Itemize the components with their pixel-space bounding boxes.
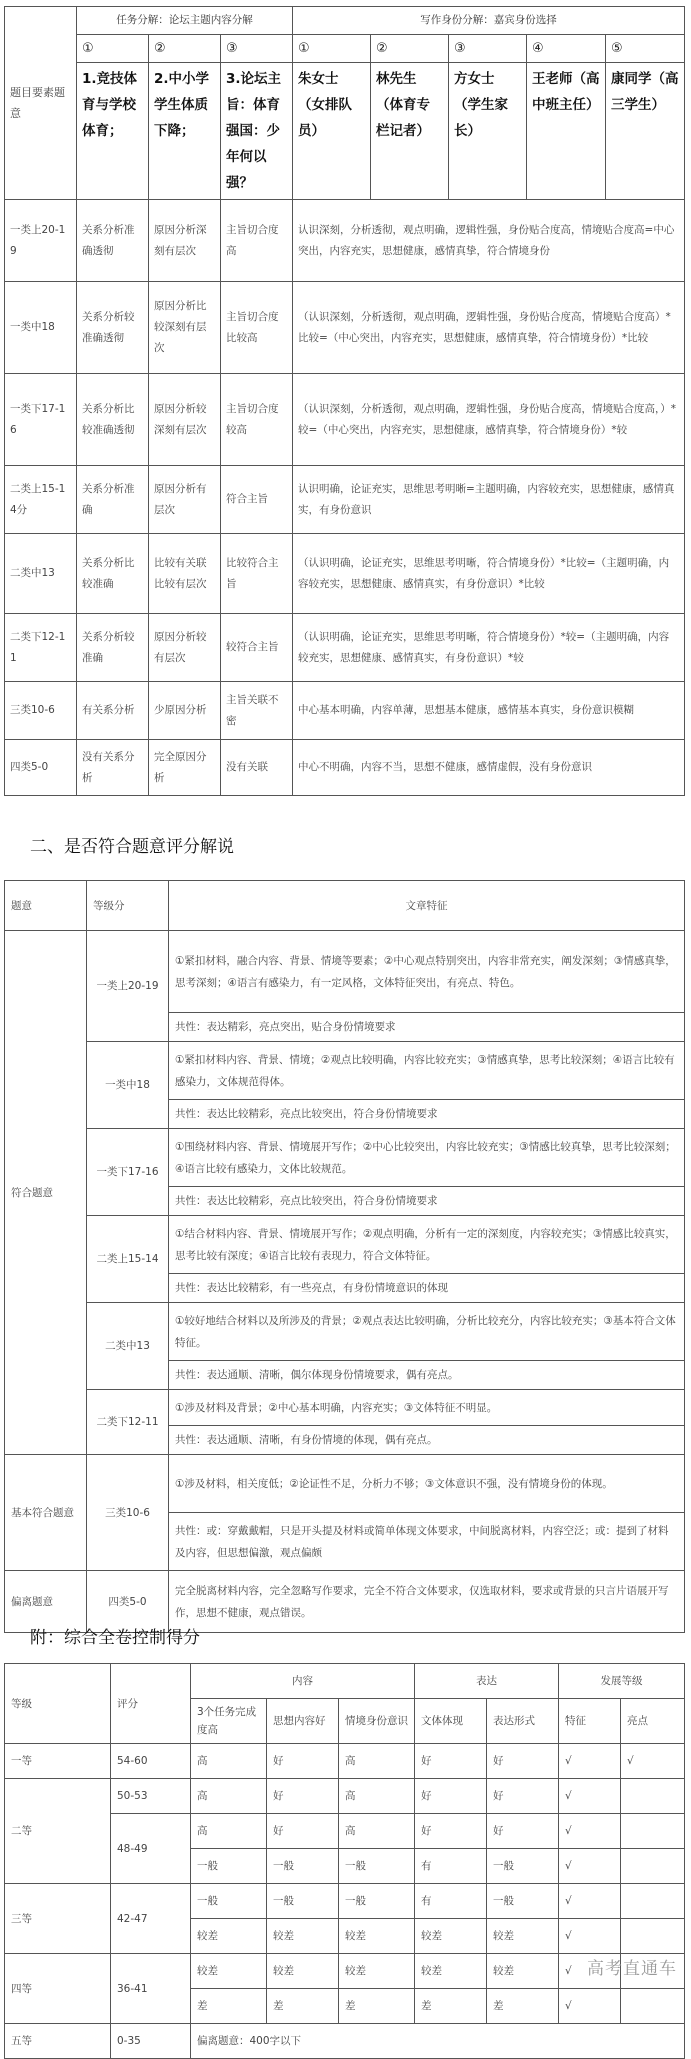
- feature-cell: （认识深刻，分析透彻，观点明确，逻辑性强，身份贴合度高，情境贴合度高）*比较=（中心突出，内容充实，思想健康，感情真挚，符合情境身份）*比较: [293, 282, 685, 374]
- desc-cell: ①围绕材料内容、背景、情境展开写作；②中心比较突出，内容比较充实；③情感比较真挚，思考比较深刻；④语言比较有感染力，文体比较规范。: [169, 1129, 685, 1187]
- value-cell: 较差: [487, 1954, 559, 1989]
- header-cell: 等级分: [87, 881, 169, 931]
- theme-cell: 比较符合主旨: [221, 534, 293, 614]
- topic-num: ①: [77, 35, 149, 63]
- check-cell: √: [559, 1884, 621, 1919]
- check-cell: √: [559, 1814, 621, 1849]
- value-cell: 高: [339, 1779, 415, 1814]
- sub-header: 特征: [559, 1699, 621, 1744]
- theme-cell: 符合主旨: [221, 466, 293, 534]
- check-cell: √: [559, 1744, 621, 1779]
- check-cell: √: [621, 1744, 685, 1779]
- check-cell: [621, 1779, 685, 1814]
- desc-cell: ①紧扣材料内容、背景、情境；②观点比较明确，内容比较充实；③情感真挚，思考比较深刻；④语言比较有感染力，文体规范得体。: [169, 1042, 685, 1100]
- value-cell: 较差: [339, 1954, 415, 1989]
- check-cell: √: [559, 1779, 621, 1814]
- desc-cell: 完全脱离材料内容，完全忽略写作要求，完全不符合文体要求，仅选取材料，要求或背景的只言片语展开写作，思想不健康，观点错误。: [169, 1571, 685, 1633]
- table-row: [5, 682, 685, 740]
- check-cell: [621, 1919, 685, 1954]
- feature-cell: （认识深刻，分析透彻，观点明确，逻辑性强，身份贴合度高，情境贴合度高，）*较=（中心突出，内容充实，思想健康，感情真挚，符合情境身份）*较: [293, 374, 685, 466]
- table-row: [5, 374, 685, 466]
- grade-cell: 二类下12-11: [87, 1390, 169, 1455]
- value-cell: 好: [487, 1814, 559, 1849]
- value-cell: 一般: [191, 1849, 267, 1884]
- scoring-table-2: [4, 880, 685, 1633]
- relation-cell: 关系分析较准确: [77, 614, 149, 682]
- sub-header: 亮点: [621, 1699, 685, 1744]
- value-cell: 好: [487, 1779, 559, 1814]
- table-row: [5, 1884, 685, 1919]
- value-cell: 高: [191, 1779, 267, 1814]
- level-cell: 四等: [5, 1954, 111, 2024]
- section-3-title: 附：综合全卷控制得分: [30, 1628, 200, 1648]
- common-cell: 共性：或：穿戴戴帽，只是开头提及材料或简单体现文体要求，中间脱离材料，内容空泛；或：提到了材料及内容，但思想偏激，观点偏颇: [169, 1513, 685, 1571]
- value-cell: 高: [191, 1744, 267, 1779]
- sub-header: 3个任务完成度高: [191, 1699, 267, 1744]
- feature-cell: （认识明确，论证充实，思维思考明晰，符合情境身份）*比较=（主题明确，内容较充实，思想健康、感情真实，有身份意识）*比较: [293, 534, 685, 614]
- sub-header: 文体体现: [415, 1699, 487, 1744]
- grade-cell: 一类上20-19: [5, 200, 77, 282]
- value-cell: 好: [415, 1744, 487, 1779]
- task-header: 任务分解：论坛主题内容分解: [77, 7, 293, 35]
- feature-cell: 中心不明确，内容不当，思想不健康，感情虚假，没有身份意识: [293, 740, 685, 796]
- desc-cell: ①涉及材料及背景；②中心基本明确，内容充实；③文体特征不明显。: [169, 1390, 685, 1426]
- feature-cell: 中心基本明确，内容单薄，思想基本健康，感情基本真实，身份意识模糊: [293, 682, 685, 740]
- grade-cell: 一类上20-19: [87, 931, 169, 1042]
- value-cell: 一般: [487, 1884, 559, 1919]
- guest-num: ③: [449, 35, 527, 63]
- scoring-table-1: [4, 6, 685, 796]
- row-label-cell: 题目要素题意: [5, 7, 77, 200]
- identity-header: 写作身份分解：嘉宾身份选择: [293, 7, 685, 35]
- score-header: 评分: [111, 1664, 191, 1744]
- theme-cell: 主旨切合度较高: [221, 374, 293, 466]
- reason-cell: 原因分析有层次: [149, 466, 221, 534]
- grade-cell: 三类10-6: [5, 682, 77, 740]
- value-cell: 一般: [339, 1884, 415, 1919]
- value-cell: 较差: [339, 1919, 415, 1954]
- grade-cell: 三类10-6: [87, 1455, 169, 1571]
- check-cell: [621, 1989, 685, 2024]
- common-cell: 共性：表达通顺、清晰，偶尔体现身份情境要求，偶有亮点。: [169, 1361, 685, 1390]
- score-cell: 50-53: [111, 1779, 191, 1814]
- grade-cell: 二类中13: [87, 1303, 169, 1390]
- value-cell: 较差: [415, 1954, 487, 1989]
- value-cell: 好: [267, 1814, 339, 1849]
- reason-cell: 原因分析深刻有层次: [149, 200, 221, 282]
- guest-num: ①: [293, 35, 371, 63]
- value-cell: 一般: [339, 1849, 415, 1884]
- header-cell: 文章特征: [169, 881, 685, 931]
- relation-cell: 没有关系分析: [77, 740, 149, 796]
- grade-cell: 一类下17-16: [87, 1129, 169, 1216]
- feature-cell: 认识深刻，分析透彻，观点明确，逻辑性强，身份贴合度高，情境贴合度高=中心突出，内容充实，思想健康，感情真挚，符合情境身份: [293, 200, 685, 282]
- theme-cell: 主旨切合度高: [221, 200, 293, 282]
- check-cell: [621, 1814, 685, 1849]
- value-cell: 一般: [191, 1884, 267, 1919]
- desc-cell: ①涉及材料，相关度低；②论证性不足，分析力不够；③文体意识不强，没有情境身份的体现。: [169, 1455, 685, 1513]
- value-cell: 一般: [267, 1884, 339, 1919]
- grade-cell: 一类中18: [5, 282, 77, 374]
- grade-cell: 一类下17-16: [5, 374, 77, 466]
- topic-num: ③: [221, 35, 293, 63]
- table-row: [5, 740, 685, 796]
- value-cell: 差: [267, 1989, 339, 2024]
- value-cell: 差: [191, 1989, 267, 2024]
- theme-cell: 较符合主旨: [221, 614, 293, 682]
- table-row: [5, 282, 685, 374]
- reason-cell: 原因分析比较深刻有层次: [149, 282, 221, 374]
- value-cell: 较差: [267, 1954, 339, 1989]
- section-2-title: 二、是否符合题意评分解说: [30, 837, 234, 857]
- value-cell: 较差: [191, 1919, 267, 1954]
- table-row: [5, 1954, 685, 1989]
- relation-cell: 关系分析比较准确: [77, 534, 149, 614]
- value-cell: 有: [415, 1884, 487, 1919]
- common-cell: 共性：表达精彩，亮点突出，贴合身份情境要求: [169, 1013, 685, 1042]
- grade-cell: 二类上15-14分: [5, 466, 77, 534]
- table-row: [5, 1744, 685, 1779]
- guest-num: ④: [527, 35, 606, 63]
- score-cell: 36-41: [111, 1954, 191, 2024]
- grade-cell: 二类上15-14: [87, 1216, 169, 1303]
- check-cell: √: [559, 1954, 621, 1989]
- expression-header: 表达: [415, 1664, 559, 1699]
- group-basic-cell: 基本符合题意: [5, 1455, 87, 1571]
- value-cell: 高: [191, 1814, 267, 1849]
- topic-num: ②: [149, 35, 221, 63]
- level-cell: 二等: [5, 1779, 111, 1884]
- topic-cell: 1.竞技体育与学校体育；: [77, 63, 149, 200]
- group-fit-cell: 符合题意: [5, 931, 87, 1455]
- feature-cell: 认识明确，论证充实，思维思考明晰=主题明确，内容较充实，思想健康，感情真实，有身份意识: [293, 466, 685, 534]
- desc-cell: ①紧扣材料，融合内容、背景、情境等要素；②中心观点特别突出，内容非常充实，阐发深刻；③情感真挚，思考深刻；④语言有感染力，有一定风格，文体特征突出，有亮点、特色。: [169, 931, 685, 1013]
- value-cell: 好: [415, 1779, 487, 1814]
- value-cell: 好: [267, 1779, 339, 1814]
- level-cell: 一等: [5, 1744, 111, 1779]
- relation-cell: 关系分析较准确透彻: [77, 282, 149, 374]
- topic-cell: 3.论坛主旨：体育强国：少年何以强？: [221, 63, 293, 200]
- header-cell: 题意: [5, 881, 87, 931]
- desc-cell: ①结合材料内容、背景、情境展开写作；②观点明确，分析有一定的深刻度，内容较充实；③情感比较真实，思考比较有深度；④语言比较有表现力，符合文体特征。: [169, 1216, 685, 1274]
- desc-cell: ①较好地结合材料以及所涉及的背景；②观点表达比较明确，分析比较充分，内容比较充实；③基本符合文体特征。: [169, 1303, 685, 1361]
- reason-cell: 原因分析较有层次: [149, 614, 221, 682]
- common-cell: 共性：表达比较精彩，亮点比较突出，符合身份情境要求: [169, 1100, 685, 1129]
- value-cell: 较差: [415, 1919, 487, 1954]
- reason-cell: 比较有关联比较有层次: [149, 534, 221, 614]
- reason-cell: 原因分析较深刻有层次: [149, 374, 221, 466]
- value-cell: 差: [415, 1989, 487, 2024]
- grade-cell: 二类下12-11: [5, 614, 77, 682]
- value-cell: 较差: [267, 1919, 339, 1954]
- value-cell: 高: [339, 1814, 415, 1849]
- relation-cell: 关系分析准确: [77, 466, 149, 534]
- develop-header: 发展等级: [559, 1664, 685, 1699]
- value-cell: 较差: [191, 1954, 267, 1989]
- guest-cell: 王老师（高中班主任）: [527, 63, 606, 200]
- off-topic-cell: 偏离题意：400字以下: [191, 2024, 685, 2059]
- value-cell: 一般: [267, 1849, 339, 1884]
- guest-cell: 方女士（学生家长）: [449, 63, 527, 200]
- table-row: [5, 614, 685, 682]
- table-row: [5, 466, 685, 534]
- content-header: 内容: [191, 1664, 415, 1699]
- common-cell: 共性：表达比较精彩，有一些亮点，有身份情境意识的体现: [169, 1274, 685, 1303]
- sub-header: 情境身份意识: [339, 1699, 415, 1744]
- relation-cell: 关系分析准确透彻: [77, 200, 149, 282]
- check-cell: √: [559, 1849, 621, 1884]
- sub-header: 思想内容好: [267, 1699, 339, 1744]
- check-cell: [621, 1884, 685, 1919]
- score-cell: 42-47: [111, 1884, 191, 1954]
- guest-num: ②: [371, 35, 449, 63]
- level-cell: 三等: [5, 1884, 111, 1954]
- theme-cell: 主旨切合度比较高: [221, 282, 293, 374]
- group-off-cell: 偏离题意: [5, 1571, 87, 1633]
- guest-num: ⑤: [606, 35, 685, 63]
- score-cell: 0-35: [111, 2024, 191, 2059]
- common-cell: 共性：表达比较精彩，亮点比较突出，符合身份情境要求: [169, 1187, 685, 1216]
- theme-cell: 主旨关联不密: [221, 682, 293, 740]
- grade-cell: 二类中13: [5, 534, 77, 614]
- grade-header: 等级: [5, 1664, 111, 1744]
- table-row: [5, 2024, 685, 2059]
- value-cell: 一般: [487, 1849, 559, 1884]
- value-cell: 好: [267, 1744, 339, 1779]
- table-row: [5, 200, 685, 282]
- score-cell: 54-60: [111, 1744, 191, 1779]
- topic-cell: 2.中小学学生体质下降；: [149, 63, 221, 200]
- feature-cell: （认识明确，论证充实，思维思考明晰，符合情境身份）*较=（主题明确，内容较充实，思想健康、感情真实，有身份意识）*较: [293, 614, 685, 682]
- table-row: [5, 534, 685, 614]
- value-cell: 高: [339, 1744, 415, 1779]
- watermark: 高考直通车: [587, 1959, 677, 1979]
- guest-cell: 康同学（高三学生）: [606, 63, 685, 200]
- guest-cell: 朱女士（女排队员）: [293, 63, 371, 200]
- grade-cell: 一类中18: [87, 1042, 169, 1129]
- reason-cell: 完全原因分析: [149, 740, 221, 796]
- value-cell: 有: [415, 1849, 487, 1884]
- common-cell: 共性：表达通顺、清晰，有身份情境的体现，偶有亮点。: [169, 1426, 685, 1455]
- summary-table: [4, 1663, 685, 2059]
- relation-cell: 有关系分析: [77, 682, 149, 740]
- level-cell: 五等: [5, 2024, 111, 2059]
- grade-cell: 四类5-0: [87, 1571, 169, 1633]
- value-cell: 较差: [487, 1919, 559, 1954]
- guest-cell: 林先生（体育专栏记者）: [371, 63, 449, 200]
- value-cell: 好: [487, 1744, 559, 1779]
- value-cell: 好: [415, 1814, 487, 1849]
- check-cell: √: [559, 1989, 621, 2024]
- value-cell: 差: [487, 1989, 559, 2024]
- grade-cell: 四类5-0: [5, 740, 77, 796]
- check-cell: √: [559, 1919, 621, 1954]
- reason-cell: 少原因分析: [149, 682, 221, 740]
- value-cell: 差: [339, 1989, 415, 2024]
- theme-cell: 没有关联: [221, 740, 293, 796]
- sub-header: 表达形式: [487, 1699, 559, 1744]
- check-cell: [621, 1849, 685, 1884]
- table-row: [5, 1779, 685, 1814]
- score-cell: 48-49: [111, 1814, 191, 1884]
- relation-cell: 关系分析比较准确透彻: [77, 374, 149, 466]
